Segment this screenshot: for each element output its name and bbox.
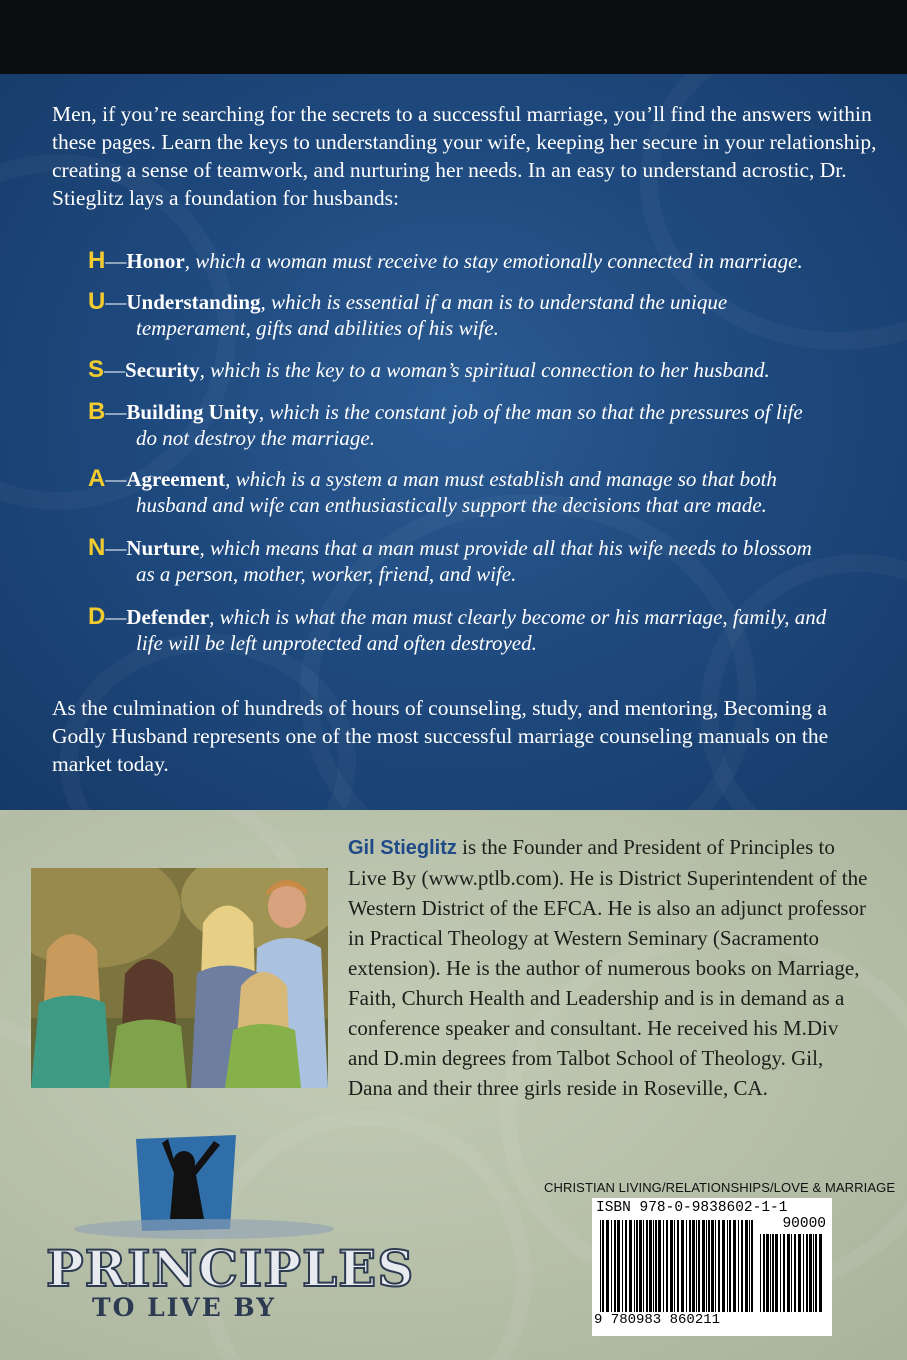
author-bio-text: is the Founder and President of Principles to Live By (www.ptlb.com). He is District Superintendent of the Western District of the EFCA. He is also an adjunct professor in Practical Theology at Western Seminary (Sacramento extension). He is the author of numerous books on Marriage, Faith, Church Health and Leadership and is in demand as a conference speaker and consultant. He received his M.Div and D.min degrees from Talbot School of Theology. Gil, Dana and their three girls reside in Roseville, CA. bbox=[348, 835, 868, 1100]
family-photo bbox=[31, 868, 328, 1088]
acrostic-desc: , which is the key to a woman’s spiritual connection to her husband. bbox=[199, 358, 770, 382]
isbn-number: ISBN 978-0-9838602-1-1 bbox=[596, 1200, 788, 1216]
isbn-barcode bbox=[592, 1198, 832, 1336]
acrostic-letter: H bbox=[88, 247, 106, 274]
acrostic-letter: N bbox=[88, 534, 106, 561]
acrostic-item-honor: H—Honor, which a woman must receive to stay emotionally connected in marriage. bbox=[88, 247, 803, 274]
barcode-addon-bars bbox=[760, 1234, 824, 1312]
category-label: CHRISTIAN LIVING/RELATIONSHIPS/LOVE & MARRIAGE bbox=[544, 1180, 896, 1195]
acrostic-term: Understanding bbox=[126, 290, 261, 314]
intro-paragraph: Men, if you’re searching for the secrets to a successful marriage, you’ll find the answers within these pages. Learn the keys to understanding your wife, keeping her secure in your relationship, creating a sense of teamwork, and nurturing her needs. In an easy to understand acrostic, Dr. Stieglitz lays a foundation for husbands: bbox=[52, 102, 877, 210]
logo-tagline: TO LIVE BY bbox=[92, 1293, 277, 1322]
acrostic-term: Building Unity bbox=[126, 400, 259, 424]
acrostic-letter: D bbox=[88, 603, 106, 630]
barcode-bars bbox=[600, 1220, 756, 1312]
acrostic-desc: , which is what the man must clearly become or his marriage, family, and bbox=[209, 605, 827, 629]
closing-paragraph: As the culmination of hundreds of hours of counseling, study, and mentoring, Becoming a Godly Husband represents one of the most successful marriage counseling manuals on the market today. bbox=[52, 696, 829, 776]
acrostic-desc: , which is the constant job of the man so that the pressures of life bbox=[258, 400, 803, 424]
author-bio bbox=[348, 832, 868, 1103]
acrostic-desc: , which a woman must receive to stay emotionally connected in marriage. bbox=[184, 249, 803, 273]
publisher-logo bbox=[44, 1133, 415, 1333]
acrostic-desc-continued: husband and wife can enthusiastically support the decisions that are made. bbox=[136, 493, 767, 517]
logo-figure-icon bbox=[44, 1133, 364, 1243]
acrostic-item-defender: D—Defender, which is what the man must clearly become or his marriage, family, and life will be left unprotected and often destroyed. bbox=[88, 604, 888, 656]
acrostic-item-agreement: A—Agreement, which is a system a man must establish and manage so that both husband and wife can enthusiastically support the decisions that are made. bbox=[88, 466, 888, 518]
acrostic-item-building-unity: B—Building Unity, which is the constant job of the man so that the pressures of life do not destroy the marriage. bbox=[88, 399, 888, 451]
author-name: Gil Stieglitz bbox=[348, 837, 457, 859]
acrostic-letter: A bbox=[88, 465, 106, 492]
acrostic-term: Agreement bbox=[126, 467, 226, 491]
acrostic-desc-continued: as a person, mother, worker, friend, and wife. bbox=[136, 562, 517, 586]
logo-wordmark: PRINCIPLES bbox=[46, 1239, 415, 1298]
ean-number: 9 780983 860211 bbox=[594, 1312, 721, 1328]
acrostic-letter: U bbox=[88, 288, 106, 315]
acrostic-desc: , which is essential if a man is to understand the unique bbox=[260, 290, 728, 314]
acrostic-term: Honor bbox=[126, 249, 185, 273]
price-code: 90000 bbox=[782, 1216, 826, 1232]
acrostic-item-nurture: N—Nurture, which means that a man must provide all that his wife needs to blossom as a person, mother, worker, friend, and wife. bbox=[88, 535, 888, 587]
acrostic-letter: B bbox=[88, 398, 106, 425]
top-dark-band bbox=[0, 0, 907, 74]
acrostic-term: Security bbox=[125, 358, 200, 382]
acrostic-desc: , which is a system a man must establish and manage so that both bbox=[225, 467, 777, 491]
acrostic-letter: S bbox=[88, 356, 105, 383]
acrostic-desc-continued: do not destroy the marriage. bbox=[136, 426, 375, 450]
acrostic-item-understanding: U—Understanding, which is essential if a man is to understand the unique temperament, gifts and abilities of his wife. bbox=[88, 289, 888, 341]
acrostic-item-security: S—Security, which is the key to a woman’s spiritual connection to her husband. bbox=[88, 356, 770, 383]
acrostic-desc-continued: life will be left unprotected and often destroyed. bbox=[136, 631, 537, 655]
acrostic-desc: , which means that a man must provide all that his wife needs to blossom bbox=[199, 536, 812, 560]
acrostic-term: Defender bbox=[126, 605, 210, 629]
acrostic-desc-continued: temperament, gifts and abilities of his wife. bbox=[136, 316, 499, 340]
acrostic-term: Nurture bbox=[126, 536, 200, 560]
